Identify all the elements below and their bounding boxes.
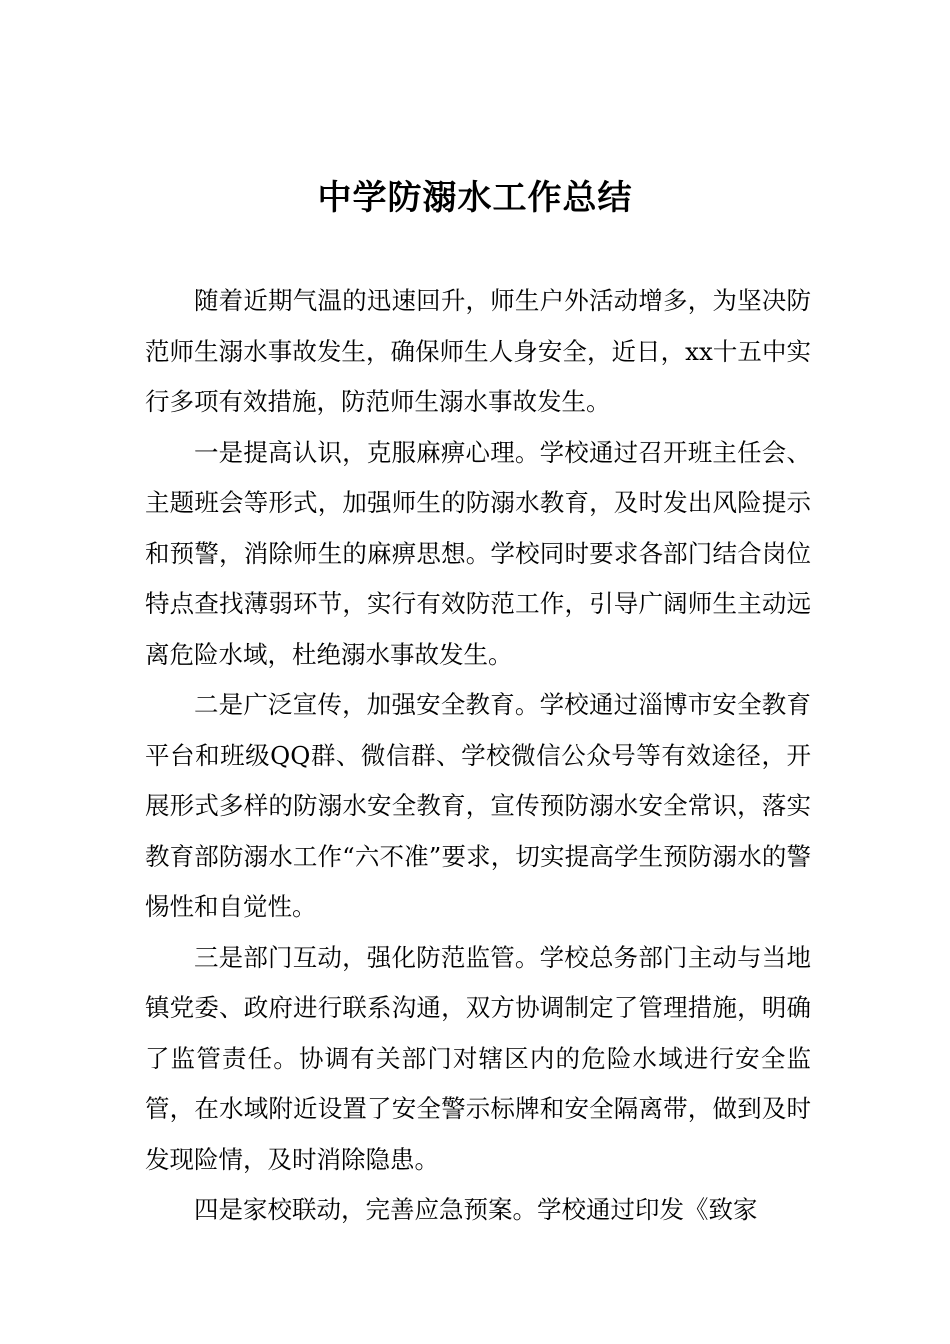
paragraph-measure-two: 二是广泛宣传，加强安全教育。学校通过淄博市安全教育平台和班级QQ群、微信群、学校微信公众号等有效途径，开展形式多样的防溺水安全教育，宣传预防溺水安全常识，落实教育部防溺水工作“六不准”要求，切实提高学生预防溺水的警惕性和自觉性。 — [145, 690, 811, 921]
paragraph-measure-one: 一是提高认识，克服麻痹心理。学校通过召开班主任会、主题班会等形式，加强师生的防溺水教育，及时发出风险提示和预警，消除师生的麻痹思想。学校同时要求各部门结合岗位特点查找薄弱环节，实行有效防范工作，引导广阔师生主动远离危险水域，杜绝溺水事故发生。 — [145, 437, 811, 669]
paragraph-intro: 随着近期气温的迅速回升，师生户外活动增多，为坚决防范师生溺水事故发生，确保师生人身安全，近日，xx十五中实行多项有效措施，防范师生溺水事故发生。 — [145, 286, 811, 416]
document-body — [145, 276, 811, 1236]
document-title: 中学防溺水工作总结 — [317, 178, 633, 218]
paragraph-measure-three: 三是部门互动，强化防范监管。学校总务部门主动与当地镇党委、政府进行联系沟通，双方协调制定了管理措施，明确了监管责任。协调有关部门对辖区内的危险水域进行安全监管，在水域附近设置了安全警示标牌和安全隔离带，做到及时发现险情，及时消除隐患。 — [145, 942, 811, 1174]
paragraph-measure-four: 四是家校联动，完善应急预案。学校通过印发《致家 — [194, 1195, 758, 1224]
